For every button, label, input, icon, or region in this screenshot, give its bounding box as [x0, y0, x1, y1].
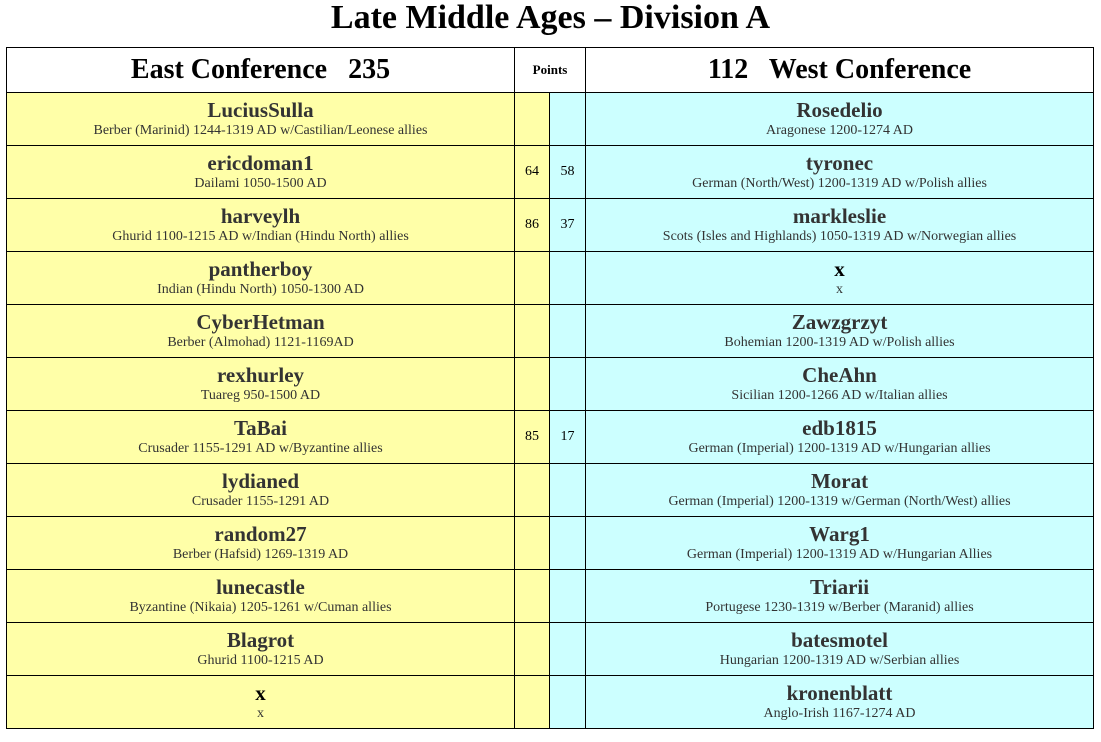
east-player-cell	[7, 517, 515, 570]
match-row	[7, 252, 1094, 305]
east-army-list: Berber (Almohad) 1121-1169AD	[167, 335, 354, 350]
east-player-cell	[7, 252, 515, 305]
west-player-name: markleslie	[792, 204, 887, 228]
east-player-name: ericdoman1	[207, 151, 314, 175]
east-points	[515, 464, 550, 517]
points-header	[515, 48, 586, 93]
east-player-name: Blagrot	[226, 628, 295, 652]
east-army-list: Ghurid 1100-1215 AD w/Indian (Hindu North) allies	[112, 229, 409, 244]
west-points	[550, 676, 586, 729]
west-player-cell	[586, 199, 1094, 252]
west-player-cell	[586, 146, 1094, 199]
west-player-name: Rosedelio	[796, 98, 883, 122]
east-army-list: Berber (Hafsid) 1269-1319 AD	[172, 547, 349, 562]
west-player-cell	[586, 517, 1094, 570]
east-player-cell	[7, 464, 515, 517]
east-player-cell	[7, 93, 515, 146]
west-player-name: CheAhn	[802, 363, 877, 387]
east-points	[515, 93, 550, 146]
west-conference-header	[586, 48, 1094, 93]
east-player-cell	[7, 358, 515, 411]
east-player-cell	[7, 570, 515, 623]
west-army-list: Hungarian 1200-1319 AD w/Serbian allies	[719, 653, 960, 668]
west-player-cell	[586, 305, 1094, 358]
west-army-list: Aragonese 1200-1274 AD	[766, 123, 913, 138]
east-points	[515, 517, 550, 570]
west-player-cell	[586, 464, 1094, 517]
east-army-list: Byzantine (Nikaia) 1205-1261 w/Cuman allies	[129, 600, 392, 615]
west-player-name: x	[834, 257, 845, 281]
west-points	[550, 93, 586, 146]
west-points	[550, 252, 586, 305]
east-points: 86	[515, 199, 550, 252]
match-row	[7, 411, 1094, 464]
west-player-name: edb1815	[802, 416, 877, 440]
east-player-name: harveylh	[220, 204, 301, 228]
east-player-cell	[7, 411, 515, 464]
west-player-cell	[586, 252, 1094, 305]
east-player-cell	[7, 146, 515, 199]
west-player-name: kronenblatt	[786, 681, 893, 705]
match-row	[7, 570, 1094, 623]
west-player-name: Zawzgrzyt	[791, 310, 888, 334]
west-points: 58	[550, 146, 586, 199]
east-points: 64	[515, 146, 550, 199]
west-player-cell	[586, 411, 1094, 464]
match-row	[7, 199, 1094, 252]
west-player-cell	[586, 93, 1094, 146]
east-army-list: Ghurid 1100-1215 AD	[197, 653, 324, 668]
east-player-name: TaBai	[234, 416, 287, 440]
east-army-list: x	[257, 706, 264, 721]
west-conference-label: 112 West Conference	[707, 54, 972, 85]
points-label: Points	[532, 62, 568, 77]
east-points	[515, 623, 550, 676]
east-player-name: pantherboy	[208, 257, 313, 281]
west-points	[550, 623, 586, 676]
west-army-list: German (Imperial) 1200-1319 AD w/Hungarian Allies	[686, 547, 993, 562]
west-player-name: Morat	[810, 469, 869, 493]
east-army-list: Crusader 1155-1291 AD	[191, 494, 330, 509]
east-army-list: Tuareg 950-1500 AD	[200, 388, 321, 403]
match-row	[7, 517, 1094, 570]
east-player-name: x	[255, 681, 266, 705]
standings-table	[6, 47, 1094, 729]
west-player-name: batesmotel	[791, 628, 888, 652]
west-player-cell	[586, 676, 1094, 729]
west-points	[550, 570, 586, 623]
match-row	[7, 623, 1094, 676]
east-conference-label: East Conference 235	[130, 54, 391, 85]
east-points: 85	[515, 411, 550, 464]
east-army-list: Berber (Marinid) 1244-1319 AD w/Castilian/Leonese allies	[93, 123, 428, 138]
west-points	[550, 517, 586, 570]
west-player-cell	[586, 623, 1094, 676]
west-player-cell	[586, 358, 1094, 411]
west-player-name: Warg1	[809, 522, 870, 546]
match-row	[7, 358, 1094, 411]
header-row	[7, 48, 1094, 93]
east-points	[515, 252, 550, 305]
east-points	[515, 676, 550, 729]
east-army-list: Crusader 1155-1291 AD w/Byzantine allies	[138, 441, 383, 456]
east-points	[515, 358, 550, 411]
west-army-list: Portugese 1230-1319 w/Berber (Maranid) allies	[705, 600, 974, 615]
west-player-name: tyronec	[805, 151, 874, 175]
west-army-list: German (Imperial) 1200-1319 w/German (North/West) allies	[668, 494, 1011, 509]
match-row	[7, 676, 1094, 729]
east-player-cell	[7, 199, 515, 252]
west-player-name: Triarii	[809, 575, 870, 599]
west-points	[550, 464, 586, 517]
match-row	[7, 93, 1094, 146]
west-army-list: x	[836, 282, 844, 297]
east-army-list: Dailami 1050-1500 AD	[194, 176, 327, 191]
east-player-cell	[7, 305, 515, 358]
east-points	[515, 305, 550, 358]
match-row	[7, 146, 1094, 199]
west-points	[550, 305, 586, 358]
east-player-name: LuciusSulla	[207, 98, 314, 122]
east-player-name: CyberHetman	[196, 310, 325, 334]
match-row	[7, 464, 1094, 517]
east-conference-header	[7, 48, 515, 93]
page-title: Late Middle Ages – Division A	[330, 0, 771, 36]
east-player-name: lunecastle	[216, 575, 305, 599]
west-points: 17	[550, 411, 586, 464]
west-points	[550, 358, 586, 411]
west-army-list: Scots (Isles and Highlands) 1050-1319 AD w/Norwegian allies	[662, 229, 1017, 244]
match-row	[7, 305, 1094, 358]
west-army-list: Anglo-Irish 1167-1274 AD	[763, 706, 916, 721]
east-points	[515, 570, 550, 623]
east-player-name: rexhurley	[216, 363, 305, 387]
east-player-cell	[7, 676, 515, 729]
west-army-list: Sicilian 1200-1266 AD w/Italian allies	[731, 388, 948, 403]
west-points: 37	[550, 199, 586, 252]
west-army-list: German (North/West) 1200-1319 AD w/Polish allies	[692, 176, 987, 191]
east-army-list: Indian (Hindu North) 1050-1300 AD	[157, 282, 364, 297]
east-player-name: random27	[214, 522, 307, 546]
west-army-list: German (Imperial) 1200-1319 AD w/Hungarian allies	[688, 441, 991, 456]
east-player-cell	[7, 623, 515, 676]
west-player-cell	[586, 570, 1094, 623]
east-player-name: lydianed	[221, 469, 300, 493]
west-army-list: Bohemian 1200-1319 AD w/Polish allies	[724, 335, 955, 350]
